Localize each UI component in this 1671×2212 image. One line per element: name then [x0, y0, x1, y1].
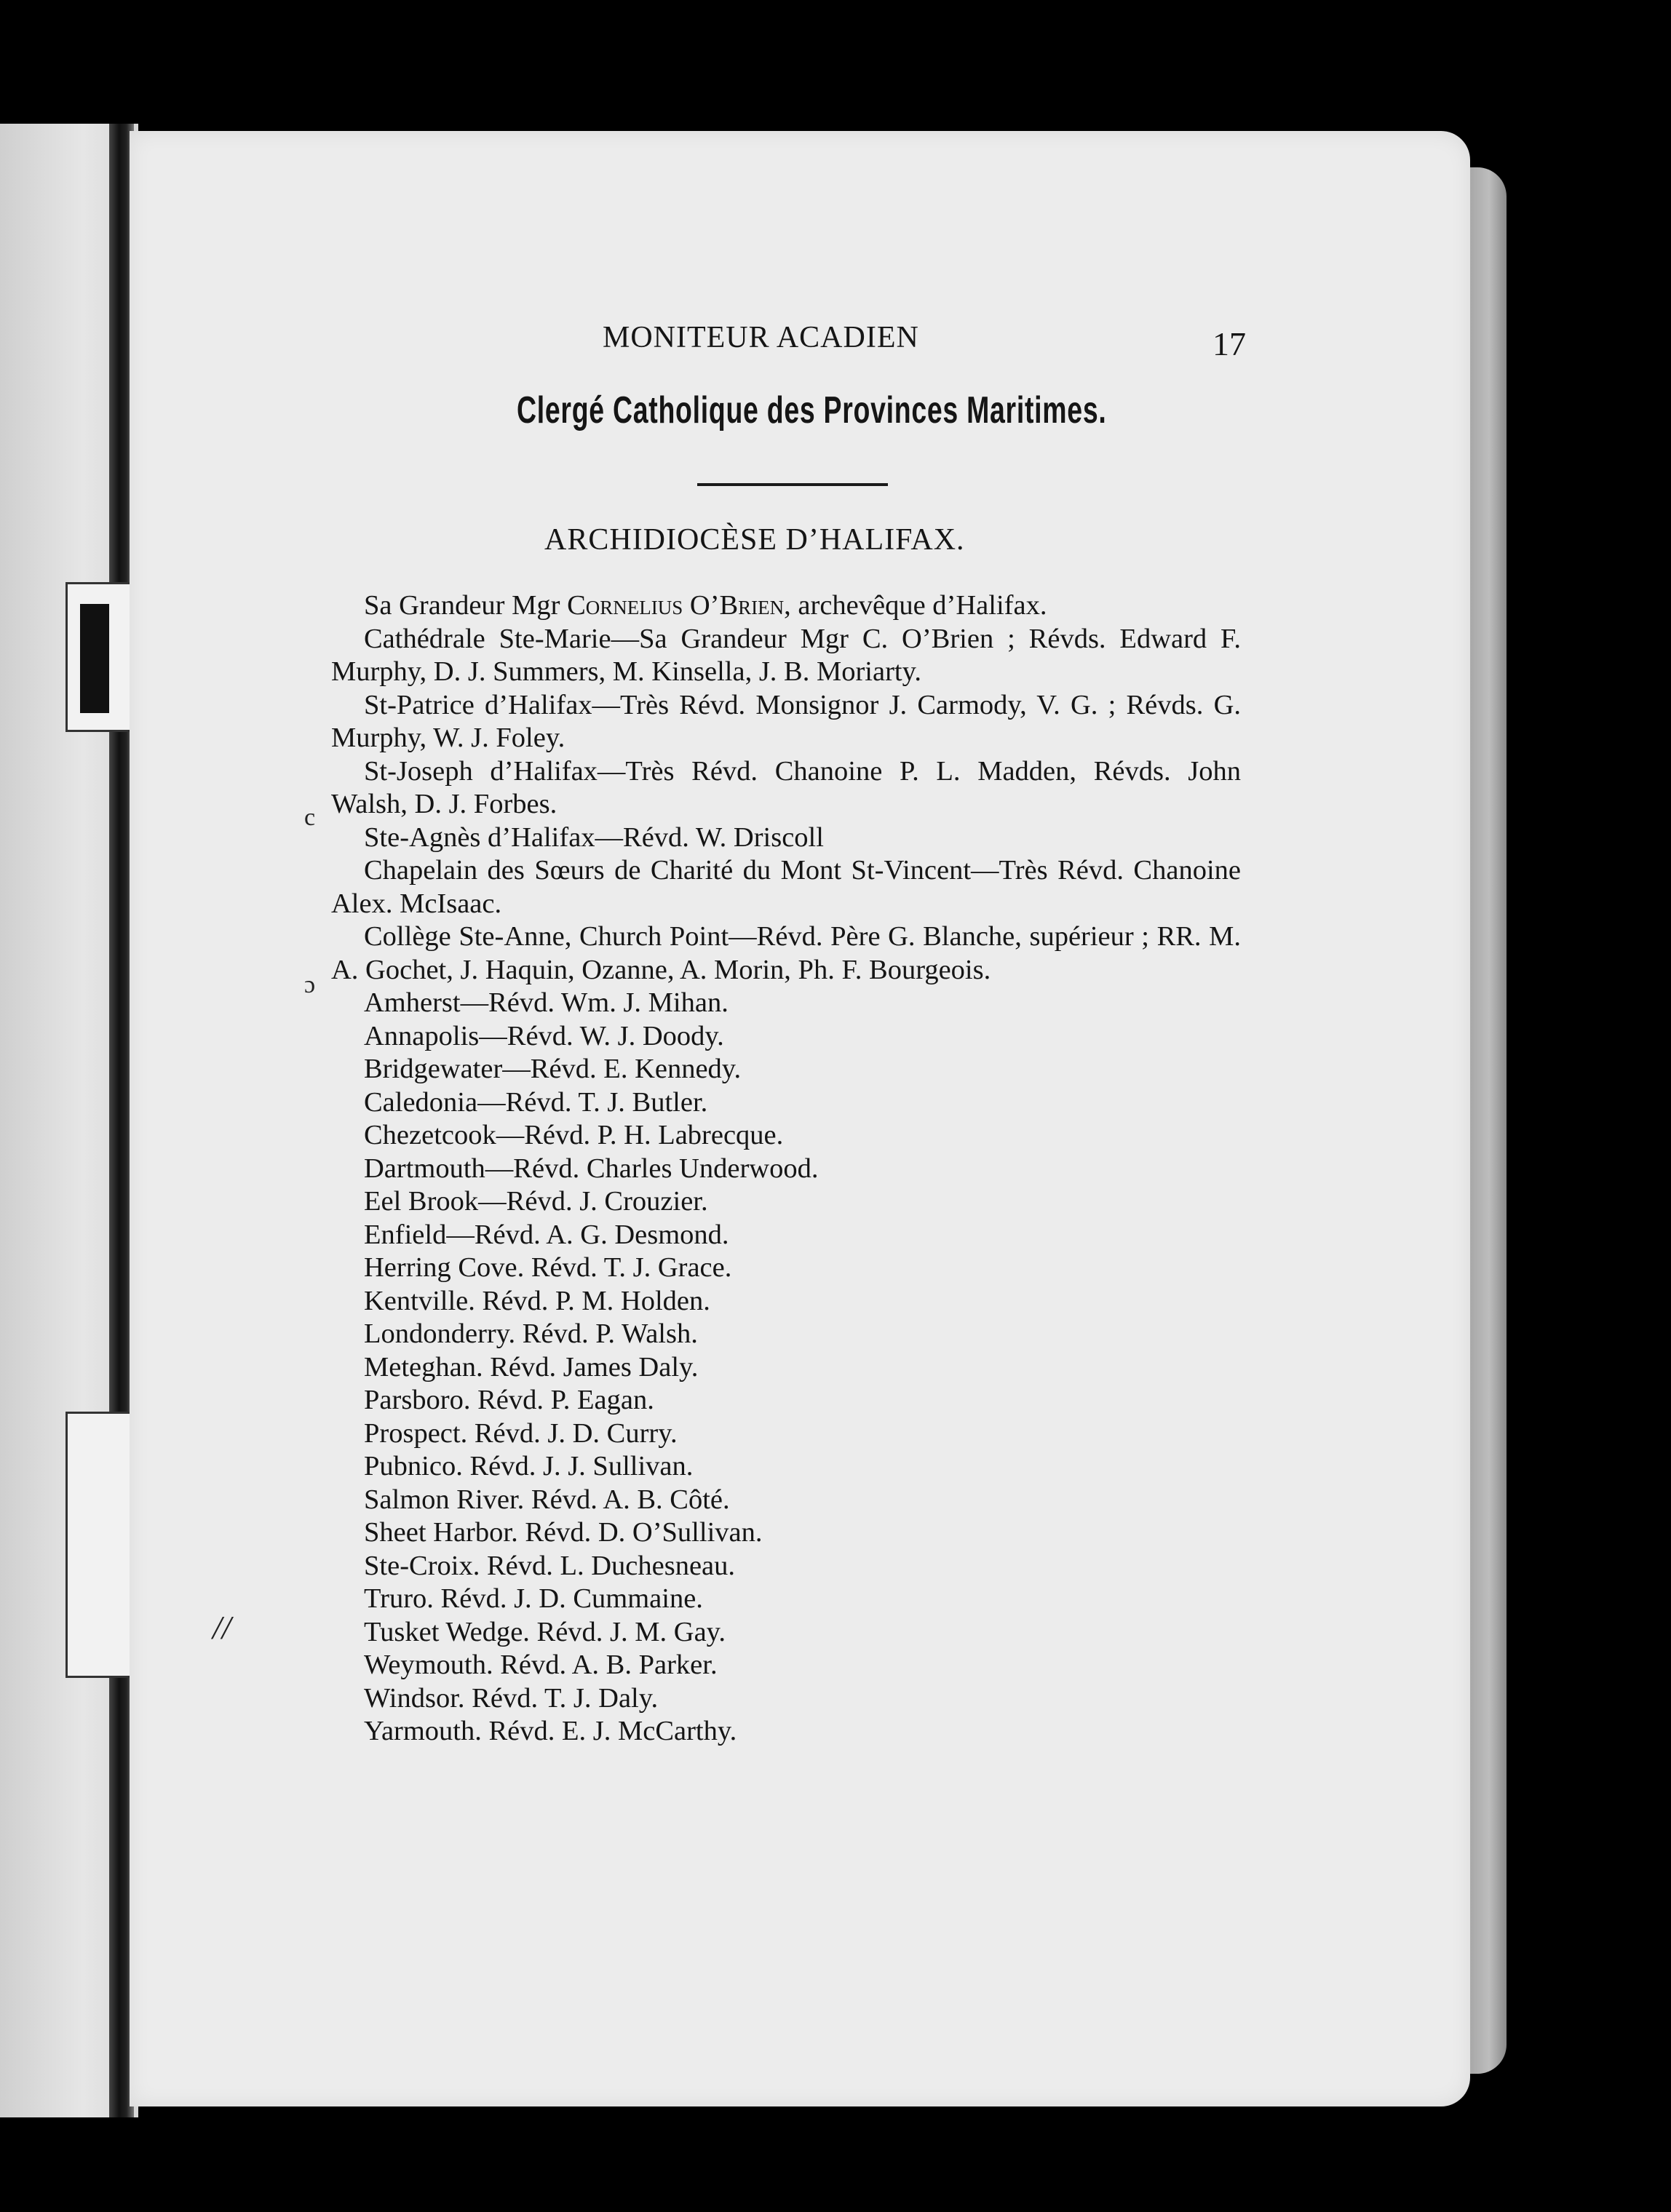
clergy-entry: Meteghan. Révd. James Daly.: [364, 1351, 699, 1382]
clergy-entry: Chezetcook—Révd. P. H. Labrecque.: [364, 1120, 784, 1150]
clergy-entry: St-Joseph d’Halifax—Très Révd. Chanoine P. L. Madden, Révds. John Walsh, D. J. Forbes.: [331, 755, 1241, 819]
clergy-entry: Amherst—Révd. Wm. J. Mihan.: [364, 987, 729, 1018]
clergy-entry: Windsor. Révd. T. J. Daly.: [364, 1682, 659, 1714]
clergy-entry: Ste-Croix. Révd. L. Duchesneau.: [364, 1550, 736, 1581]
clergy-entry: Londonderry. Révd. P. Walsh.: [364, 1318, 698, 1349]
title-rule: [697, 483, 888, 486]
clergy-entry: Collège Ste-Anne, Church Point—Révd. Père G. Blanche, supérieur ; RR. M. A. Gochet, J. Haquin, Ozanne, A. Morin, Ph. F. Bourgeois.: [331, 921, 1241, 985]
archbishop-name: Cornelius O’Brien: [567, 590, 785, 621]
margin-mark: ɔ: [304, 971, 316, 998]
clergy-entry: Enfield—Révd. A. G. Desmond.: [364, 1219, 729, 1250]
clergy-entry-archbishop: [331, 589, 1241, 623]
section-title: Clergé Catholique des Provinces Maritimes.: [517, 389, 1107, 431]
page-number: 17: [1212, 325, 1246, 362]
clergy-entry: Kentville. Révd. P. M. Holden.: [364, 1285, 710, 1316]
clergy-entry: Parsboro. Révd. P. Eagan.: [364, 1385, 654, 1415]
clergy-entry: Salmon River. Révd. A. B. Côté.: [364, 1484, 730, 1515]
clergy-entry: Chapelain des Sœurs de Charité du Mont St-Vincent—Très Révd. Chanoine Alex. McIsaac.: [331, 855, 1241, 919]
clergy-entry: Pubnico. Révd. J. J. Sullivan.: [364, 1451, 694, 1481]
clergy-entry: Annapolis—Révd. W. J. Doody.: [364, 1020, 724, 1051]
archdiocese-heading: ARCHIDIOCÈSE D’HALIFAX.: [544, 523, 965, 557]
margin-mark: c: [304, 804, 316, 831]
clergy-entry: Cathédrale Ste-Marie—Sa Grandeur Mgr C. O’Brien ; Révds. Edward F. Murphy, D. J. Summers, M. Kinsella, J. B. Moriarty.: [331, 623, 1241, 687]
clergy-entry: Ste-Agnès d’Halifax—Révd. W. Driscoll: [364, 821, 824, 853]
clergy-list: [331, 589, 1241, 1748]
clergy-entry: Truro. Révd. J. D. Cummaine.: [364, 1583, 703, 1614]
entry-prefix: Sa Grandeur Mgr: [364, 590, 560, 621]
clergy-entry: Bridgewater—Révd. E. Kennedy.: [364, 1054, 742, 1084]
margin-mark: //: [213, 1609, 231, 1646]
clergy-entry: Yarmouth. Révd. E. J. McCarthy.: [364, 1716, 737, 1746]
clergy-entry: Eel Brook—Révd. J. Crouzier.: [364, 1186, 708, 1217]
clergy-entry: Herring Cove. Révd. T. J. Grace.: [364, 1252, 732, 1283]
clergy-entry: Weymouth. Révd. A. B. Parker.: [364, 1650, 718, 1680]
clergy-entry: Caledonia—Révd. T. J. Butler.: [364, 1086, 708, 1118]
clergy-entry: Tusket Wedge. Révd. J. M. Gay.: [364, 1616, 726, 1647]
entry-suffix: , archevêque d’Halifax.: [784, 590, 1047, 621]
running-head: MONITEUR ACADIEN: [603, 321, 919, 354]
clergy-entry: Sheet Harbor. Révd. D. O’Sullivan.: [364, 1517, 763, 1548]
clergy-entry: Prospect. Révd. J. D. Curry.: [364, 1417, 678, 1449]
clergy-entry: St-Patrice d’Halifax—Très Révd. Monsignor J. Carmody, V. G. ; Révds. G. Murphy, W. J. Foley.: [331, 689, 1241, 753]
clergy-entry: Dartmouth—Révd. Charles Underwood.: [364, 1153, 819, 1184]
